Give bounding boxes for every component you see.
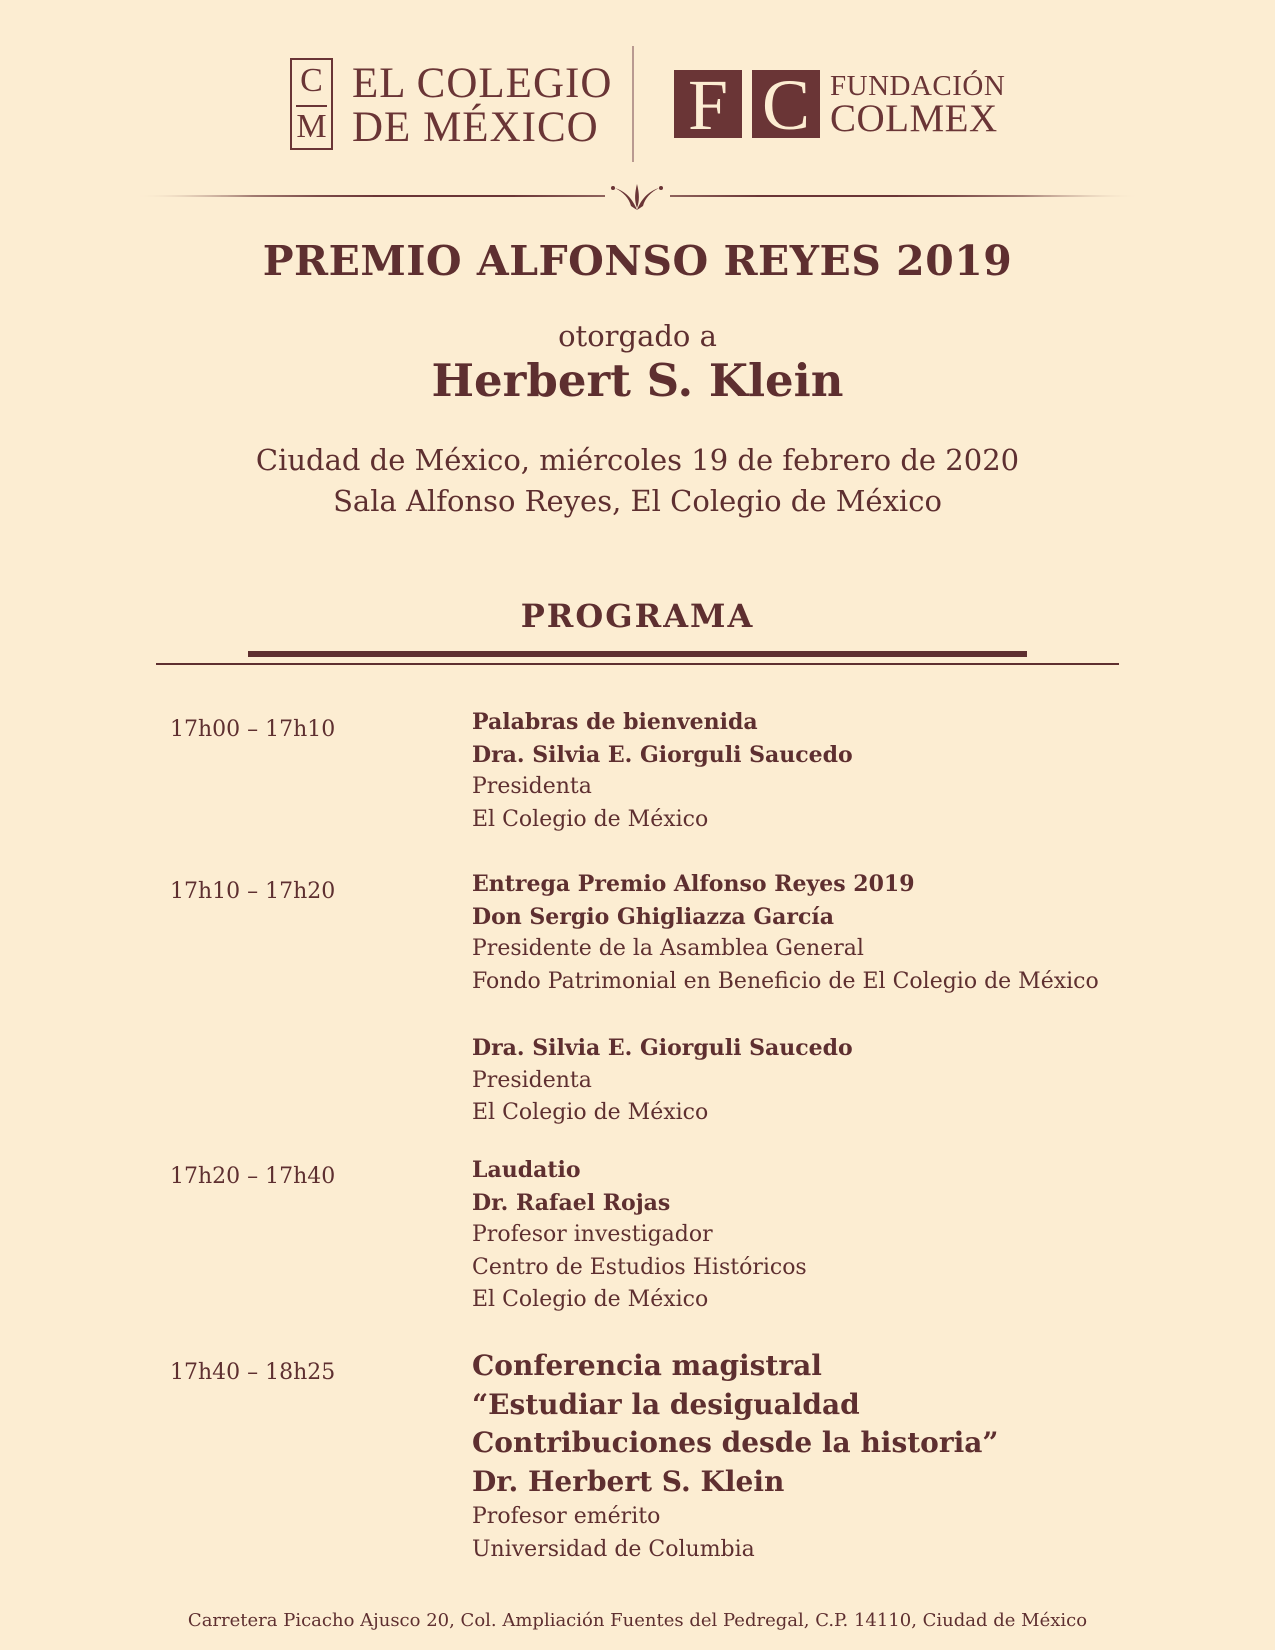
cm-monogram	[290, 58, 333, 150]
program-line: Presidente de la Asamblea General	[472, 936, 864, 961]
honoree-name: Herbert S. Klein	[431, 354, 844, 407]
program-details	[472, 706, 853, 836]
program-details	[472, 1154, 807, 1317]
program-time: 17h20 – 17h40	[170, 1164, 336, 1189]
program-line: Universidad de Columbia	[472, 1536, 755, 1562]
footer-address: Carretera Picacho Ajusco 20, Col. Ampliación Fuentes del Pedregal, C.P. 14110, Ciudad de México	[187, 1610, 1088, 1631]
colmex-logo-line2: DE MÉXICO	[352, 104, 599, 151]
colmex-logo	[290, 58, 613, 152]
fundacion-logo-line2: COLMEX	[830, 97, 998, 140]
program-line: Presidenta	[472, 774, 592, 799]
heading-rule-thin	[156, 663, 1119, 665]
fundacion-colmex-logo	[674, 65, 1014, 145]
event-venue: Sala Alfonso Reyes, El Colegio de México	[333, 484, 942, 518]
program-line: Fondo Patrimonial en Beneficio de El Colegio de México	[472, 968, 1099, 994]
program-time: 17h40 – 18h25	[170, 1360, 336, 1385]
ornament-divider-icon	[135, 180, 1140, 212]
program-line: Dr. Rafael Rojas	[472, 1189, 671, 1216]
program-line: Don Sergio Ghigliazza García	[472, 903, 834, 930]
colmex-logo-line1: EL COLEGIO	[352, 60, 613, 107]
program-line: Contribuciones desde la historia”	[472, 1426, 999, 1459]
fc-letter-f: F	[674, 70, 742, 138]
fundacion-logo-line1: FUNDACIÓN	[830, 70, 1006, 102]
cm-monogram-top: C	[300, 62, 323, 99]
program-line: Dra. Silvia E. Giorguli Saucedo	[472, 1035, 853, 1061]
awarded-to-label: otorgado a	[558, 319, 717, 353]
program-heading: PROGRAMA	[520, 597, 755, 635]
program-line: Dra. Silvia E. Giorguli Saucedo	[472, 741, 853, 768]
program-line: Presidenta	[472, 1067, 592, 1093]
program-line: Laudatio	[472, 1157, 581, 1183]
program-details	[472, 868, 1099, 998]
program-time: 17h10 – 17h20	[170, 879, 336, 904]
heading-rule-thick	[248, 651, 1027, 657]
logo-divider	[632, 46, 634, 162]
program-time: 17h00 – 17h10	[170, 717, 336, 742]
award-title: PREMIO ALFONSO REYES 2019	[262, 237, 1013, 285]
program-line: “Estudiar la desigualdad	[472, 1387, 860, 1421]
program-line: El Colegio de México	[472, 1287, 709, 1312]
program-line: Profesor emérito	[472, 1504, 661, 1529]
program-line: Dr. Herbert S. Klein	[472, 1464, 785, 1498]
cm-monogram-divider	[296, 105, 327, 107]
program-line: Centro de Estudios Históricos	[472, 1254, 807, 1280]
program-line: El Colegio de México	[472, 1100, 709, 1125]
fc-letter-c: C	[752, 70, 820, 138]
program-details	[472, 1032, 853, 1130]
program-line: Palabras de bienvenida	[472, 709, 758, 735]
program-line: Conferencia magistral	[472, 1349, 822, 1382]
program-line: Entrega Premio Alfonso Reyes 2019	[472, 871, 915, 897]
event-date: Ciudad de México, miércoles 19 de febrero de 2020	[255, 443, 1020, 477]
program-line: Profesor investigador	[472, 1222, 713, 1247]
program-details	[472, 1347, 998, 1566]
program-line: El Colegio de México	[472, 806, 709, 832]
cm-monogram-bottom: M	[296, 108, 327, 145]
